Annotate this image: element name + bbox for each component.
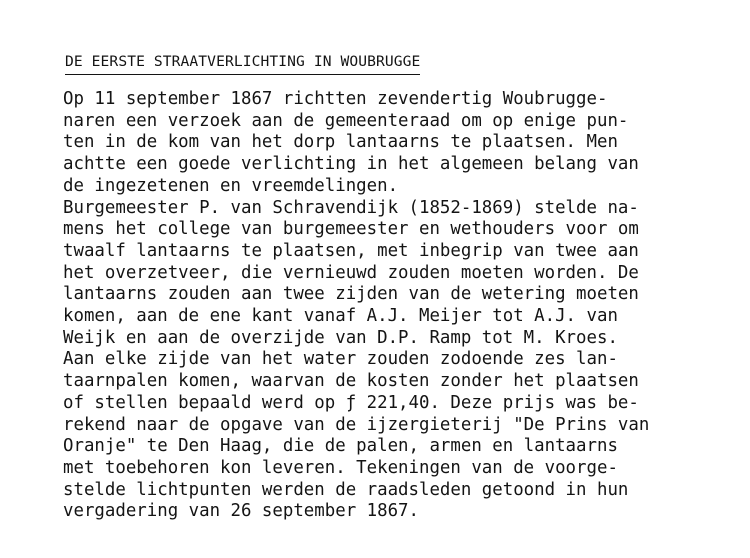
body-line: of stellen bepaald werd op ƒ 221,40. Deze prijs was be- xyxy=(63,392,639,413)
body-line: lantaarns zouden aan twee zijden van de wetering moeten xyxy=(63,284,639,305)
body-line: rekend naar de opgave van de ijzergieterij "De Prins van xyxy=(63,414,650,435)
body-line: Burgemeester P. van Schravendijk (1852-1869) stelde na- xyxy=(63,197,639,218)
body-line: vergadering van 26 september 1867. xyxy=(63,501,419,522)
body-line: het overzetveer, die vernieuwd zouden moeten worden. De xyxy=(63,262,639,283)
body-line: Weijk en aan de overzijde van D.P. Ramp tot M. Kroes. xyxy=(63,327,618,348)
body-line: stelde lichtpunten werden de raadsleden getoond in hun xyxy=(63,479,629,500)
body-line: Oranje" te Den Haag, die de palen, armen en lantaarns xyxy=(63,436,618,457)
body-line: mens het college van burgemeester en wethouders voor om xyxy=(63,219,639,240)
body-line: met toebehoren kon leveren. Tekeningen van de voorge- xyxy=(63,457,618,478)
body-line: Aan elke zijde van het water zouden zodoende zes lan- xyxy=(63,349,618,370)
body-line: komen, aan de ene kant vanaf A.J. Meijer tot A.J. van xyxy=(63,306,618,327)
body-line: Op 11 september 1867 richtten zevendertig Woubrugge- xyxy=(63,89,608,109)
body-line: naren een verzoek aan de gemeenteraad om op enige pun- xyxy=(63,110,629,131)
body-line: de ingezetenen en vreemdelingen. xyxy=(63,175,399,196)
body-line: achtte een goede verlichting in het algemeen belang van xyxy=(63,154,639,175)
body-line: twaalf lantaarns te plaatsen, met inbegrip van twee aan xyxy=(63,240,639,261)
body-line: taarnpalen komen, waarvan de kosten zonder het plaatsen xyxy=(63,371,639,392)
article-title: DE EERSTE STRAATVERLICHTING IN WOUBRUGGE xyxy=(65,52,420,75)
body-line: ten in de kom van het dorp lantaarns te plaatsen. Men xyxy=(63,132,618,153)
article-body xyxy=(63,89,649,523)
